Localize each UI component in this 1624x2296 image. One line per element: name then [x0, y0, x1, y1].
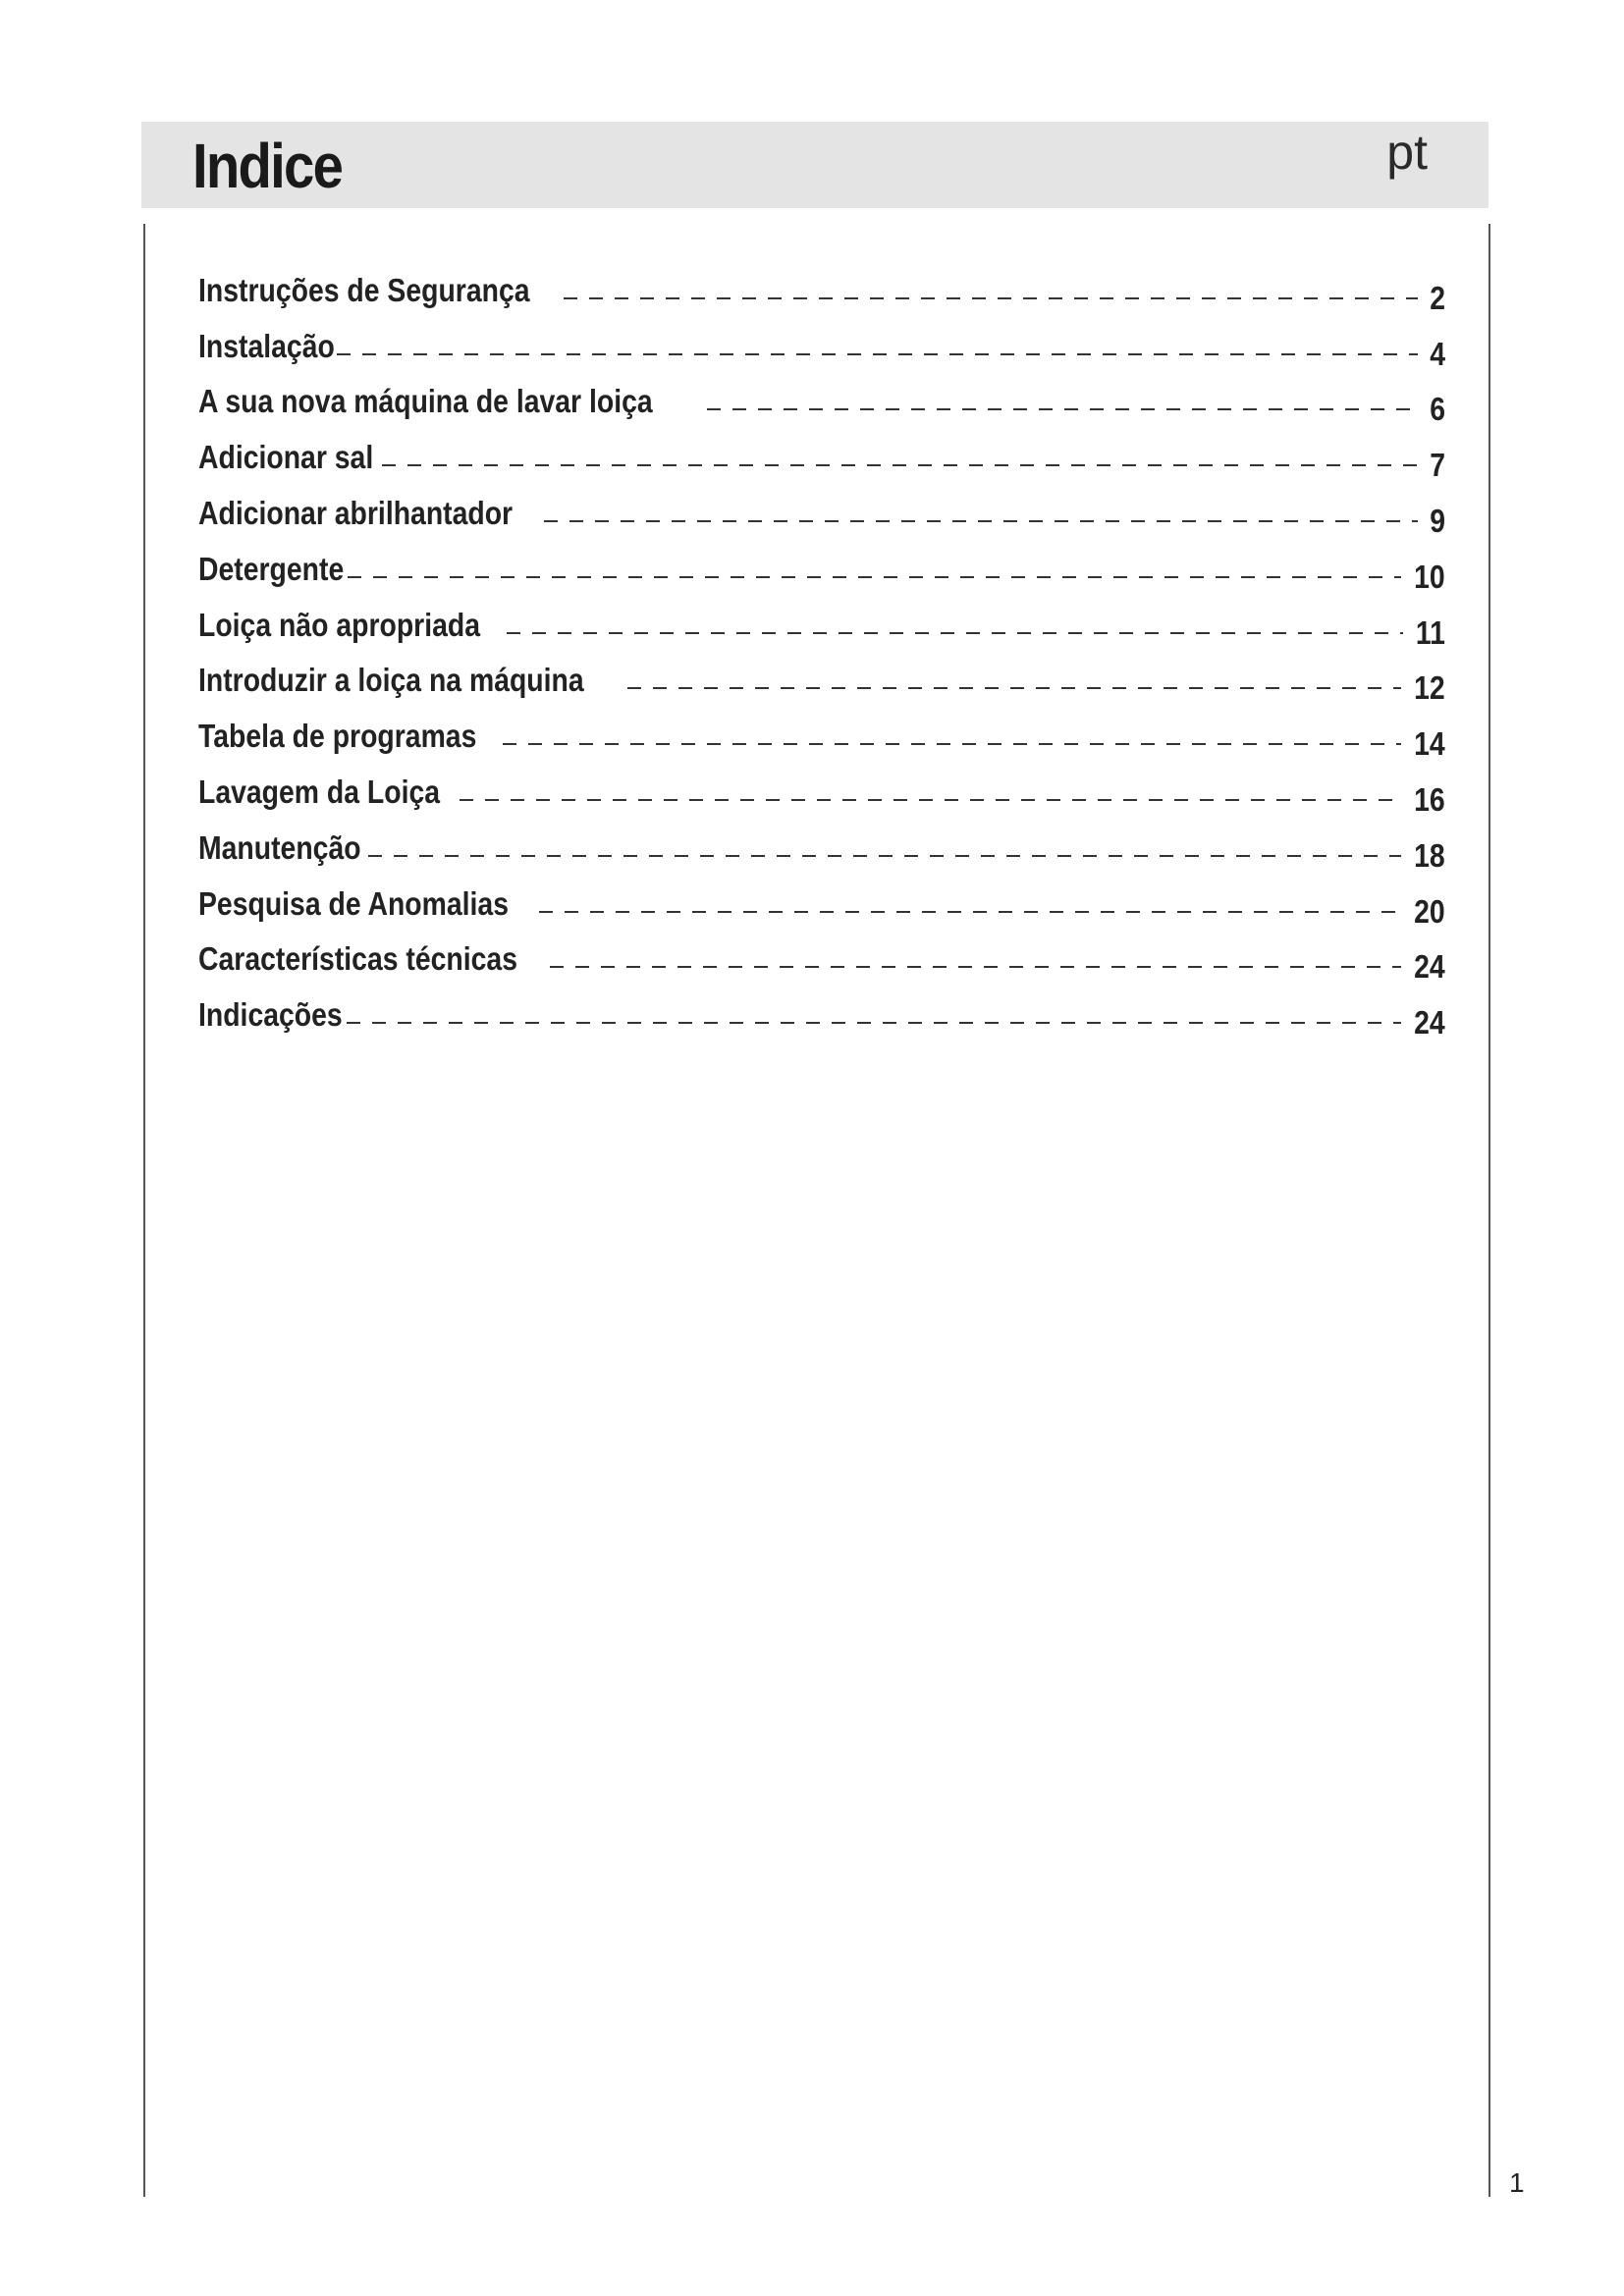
toc-entry-title: Loiça não apropriada [198, 606, 481, 643]
toc-entry-page: 2 [1430, 279, 1445, 316]
header-band [141, 122, 1489, 208]
toc-entry-page: 14 [1414, 725, 1445, 763]
toc-entry[interactable] [198, 309, 1445, 372]
toc-entry-title: Manutenção [198, 828, 361, 866]
toc-entry-page: 18 [1414, 836, 1445, 874]
toc-entry-title: A sua nova máquina de lavar loiça [198, 383, 653, 420]
toc-entry-page: 16 [1414, 780, 1445, 818]
toc-entry-page: 24 [1414, 948, 1445, 986]
toc-entry-page: 11 [1415, 614, 1445, 651]
toc-entry[interactable] [198, 253, 1445, 316]
right-margin-rule [1489, 224, 1490, 2197]
toc-entry-title: Adicionar abrilhantador [198, 494, 514, 531]
toc-entry[interactable] [198, 365, 1445, 428]
language-code: pt [1386, 125, 1428, 180]
table-of-contents [198, 253, 1445, 1041]
toc-entry[interactable] [198, 532, 1445, 595]
toc-dot-leader [507, 632, 1403, 634]
page-title: Indice [192, 131, 343, 201]
toc-entry-title: Lavagem da Loiça [198, 773, 441, 810]
toc-dot-leader [368, 855, 1402, 857]
toc-entry-title: Instalação [198, 327, 335, 364]
toc-entry-page: 7 [1430, 447, 1445, 484]
toc-entry-title: Indicações [198, 996, 343, 1034]
toc-dot-leader [348, 576, 1401, 578]
toc-entry[interactable] [198, 923, 1445, 986]
toc-dot-leader [707, 408, 1418, 410]
toc-dot-leader [503, 743, 1402, 745]
toc-entry-page: 4 [1430, 335, 1445, 372]
left-margin-rule [143, 224, 145, 2197]
toc-entry-page: 24 [1414, 1004, 1445, 1041]
toc-dot-leader [382, 464, 1418, 466]
toc-entry[interactable] [198, 978, 1445, 1041]
toc-dot-leader [544, 520, 1418, 522]
toc-dot-leader [347, 1022, 1402, 1024]
toc-entry-title: Detergente [198, 550, 345, 587]
toc-entry[interactable] [198, 476, 1445, 539]
toc-entry-page: 6 [1430, 391, 1445, 428]
toc-dot-leader [550, 966, 1401, 968]
toc-dot-leader [460, 799, 1401, 801]
toc-entry-title: Pesquisa de Anomalias [198, 884, 509, 922]
toc-entry[interactable] [198, 420, 1445, 484]
toc-entry[interactable] [198, 755, 1445, 818]
toc-dot-leader [539, 911, 1401, 913]
toc-entry-title: Tabela de programas [198, 718, 477, 755]
toc-entry-page: 12 [1414, 669, 1445, 707]
toc-dot-leader [627, 687, 1402, 689]
toc-entry-title: Instruções de Segurança [198, 271, 530, 308]
toc-entry-title: Introduzir a loiça na máquina [198, 662, 584, 699]
toc-entry[interactable] [198, 867, 1445, 930]
toc-entry-page: 20 [1414, 892, 1445, 930]
page-number: 1 [1509, 2167, 1525, 2198]
toc-entry-page: 9 [1430, 502, 1445, 539]
toc-dot-leader [564, 297, 1418, 299]
toc-entry[interactable] [198, 644, 1445, 707]
toc-entry-page: 10 [1414, 558, 1445, 595]
toc-dot-leader [337, 353, 1418, 355]
toc-entry[interactable] [198, 811, 1445, 874]
toc-entry-title: Características técnicas [198, 940, 517, 978]
toc-entry-title: Adicionar sal [198, 439, 374, 476]
toc-entry[interactable] [198, 699, 1445, 763]
toc-entry[interactable] [198, 588, 1445, 651]
